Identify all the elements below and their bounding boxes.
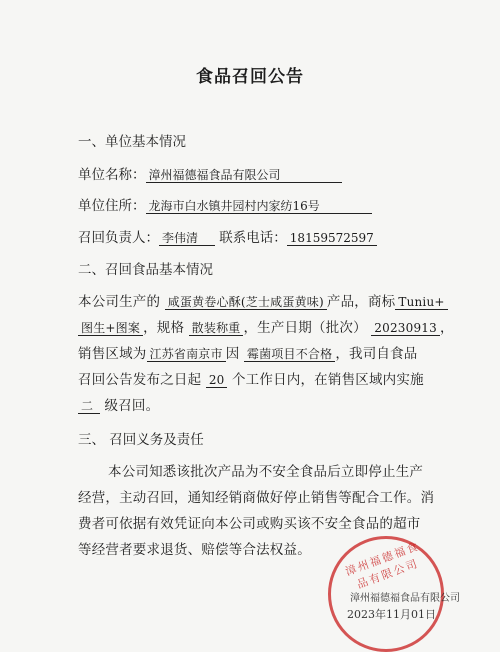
company-seal-text: 漳州福德福食品有限公司 (343, 539, 422, 592)
product-name: 咸蛋黄卷心酥(芝士咸蛋黄味) (165, 295, 327, 310)
food-paragraph-line-1 (78, 290, 448, 310)
address-value: 龙海市白水镇井园村内家纺16号 (146, 199, 372, 214)
text-fragment: 本公司生产的 (78, 294, 161, 310)
spec-value: 散装称重 (189, 321, 244, 336)
food-paragraph-line-4 (78, 368, 424, 388)
duty-paragraph-line-1: 本公司知悉该批次产品为不安全食品后立即停止生产 (108, 464, 424, 480)
text-fragment: 销售区域为 (78, 346, 147, 362)
signature-date: 2023年11月01日 (347, 608, 436, 621)
brand-value-part1: Tuniu+ (395, 295, 447, 310)
recall-level-value: 二 (78, 399, 100, 414)
section-heading-duty: 三、 召回义务及责任 (78, 432, 204, 448)
text-fragment: 产品，商标 (326, 294, 396, 310)
food-paragraph-line-3 (78, 342, 418, 362)
signature-company: 漳州福德福食品有限公司 (350, 593, 460, 604)
food-paragraph-line-5 (78, 394, 159, 414)
text-fragment: ， (439, 320, 454, 336)
person-label: 召回负责人： (78, 230, 159, 246)
section-heading-unit: 一、单位基本情况 (78, 134, 186, 150)
phone-label: 联系电话： (219, 230, 287, 246)
address-label: 单位住所： (78, 198, 146, 214)
food-paragraph-line-2 (78, 316, 454, 336)
text-fragment: ，生产日期（批次） (243, 320, 367, 336)
unit-name-row (78, 163, 342, 183)
text-fragment: 个工作日内，在销售区域内实施 (231, 372, 424, 388)
text-fragment: 因 (225, 346, 240, 362)
text-fragment: 级召回。 (104, 398, 160, 414)
text-fragment: ，规格 (143, 320, 185, 336)
phone-value: 18159572597 (287, 231, 377, 246)
text-fragment: 召回公告发布之日起 (78, 372, 202, 388)
reason-value: 霉菌项目不合格 (244, 347, 335, 362)
person-value: 李伟清 (159, 231, 215, 246)
address-row (78, 194, 372, 214)
unit-name-value: 漳州福德福食品有限公司 (146, 168, 342, 183)
brand-value-part2: 图生+图案 (78, 321, 143, 336)
contact-row (78, 226, 377, 246)
days-value: 20 (206, 373, 228, 388)
region-value: 江苏省南京市 (147, 347, 226, 362)
page-title: 食品召回公告 (196, 67, 304, 87)
signature-area (312, 536, 472, 616)
unit-name-label: 单位名称： (78, 167, 146, 183)
batch-value: 20230913 (371, 321, 440, 336)
section-heading-food: 二、召回食品基本情况 (78, 262, 213, 278)
duty-paragraph-line-4: 等经营者要求退货、赔偿等合法权益。 (78, 542, 311, 558)
duty-paragraph-line-2: 经营，主动召回，通知经销商做好停止销售等配合工作。消 (78, 490, 435, 506)
duty-paragraph-line-3: 费者可依据有效凭证向本公司或购买该不安全食品的超市 (78, 516, 421, 532)
text-fragment: ，我司自食品 (335, 346, 418, 362)
